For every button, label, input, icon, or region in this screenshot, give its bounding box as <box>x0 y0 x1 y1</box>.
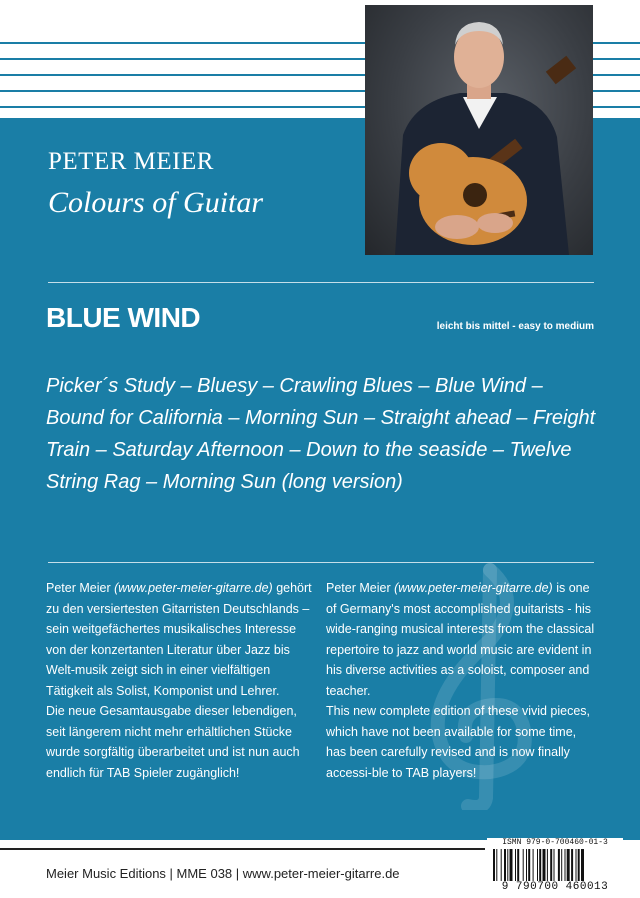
series-title: Colours of Guitar <box>48 186 264 219</box>
description-paragraph: This new complete edition of these vivid pieces, which have not been available for some time, has been carefully revised and is now finally accessi-ble to TAB players! <box>326 704 591 780</box>
description-german <box>46 578 312 783</box>
author-ref: Peter Meier <box>326 581 391 595</box>
author-name: PETER MEIER <box>48 148 214 175</box>
author-ref: Peter Meier <box>46 581 111 595</box>
guitarist-portrait <box>365 5 593 255</box>
divider <box>48 282 594 283</box>
barcode-bars-icon <box>493 849 619 881</box>
website-url: (www.peter-meier-gitarre.de) <box>114 581 273 595</box>
barcode-number: 9 790700 460013 <box>501 881 609 893</box>
track-list: Picker´s Study – Bluesy – Crawling Blues – Blue Wind – Bound for California – Morning Sun – Straight ahead – Freight Train – Saturday Afternoon – Down to the seaside – Twelve String Rag – Morning Sun (long version) <box>46 375 596 493</box>
difficulty-label: leicht bis mittel - easy to medium <box>436 321 594 332</box>
website-url: (www.peter-meier-gitarre.de) <box>394 581 553 595</box>
footer-rule <box>0 848 485 850</box>
description-english <box>326 578 596 783</box>
ismn-label: ISMN 979-0-700460-01-3 <box>502 838 608 847</box>
description-paragraph <box>326 578 596 701</box>
bio-text: is one of Germany's most accomplished guitarists - his wide-ranging musical interests from the classical repertoire to jazz and world music are evident in his diverse activities as a soloist, composer and teacher. <box>326 581 595 698</box>
barcode <box>487 838 623 894</box>
bio-text: gehört zu den versiertesten Gitarristen Deutschlands – sein weitgefächertes musikalisches Interesse von der konzertanten Literatur über Jazz bis Welt-musik zeigt sich in einer vielfältigen Tätigkeit als Solist, Komponist und Lehrer. <box>46 581 312 698</box>
book-title: BLUE WIND <box>46 302 201 333</box>
footer-publisher-info: Meier Music Editions | MME 038 | www.peter-meier-gitarre.de <box>46 866 400 881</box>
description-paragraph: Die neue Gesamtausgabe dieser lebendigen, seit längerem nicht mehr erhältlichen Stücke wurde sorgfältig überarbeitet und ist nun auch endlich für TAB Spieler zugänglich! <box>46 704 300 780</box>
description-paragraph <box>46 578 312 701</box>
